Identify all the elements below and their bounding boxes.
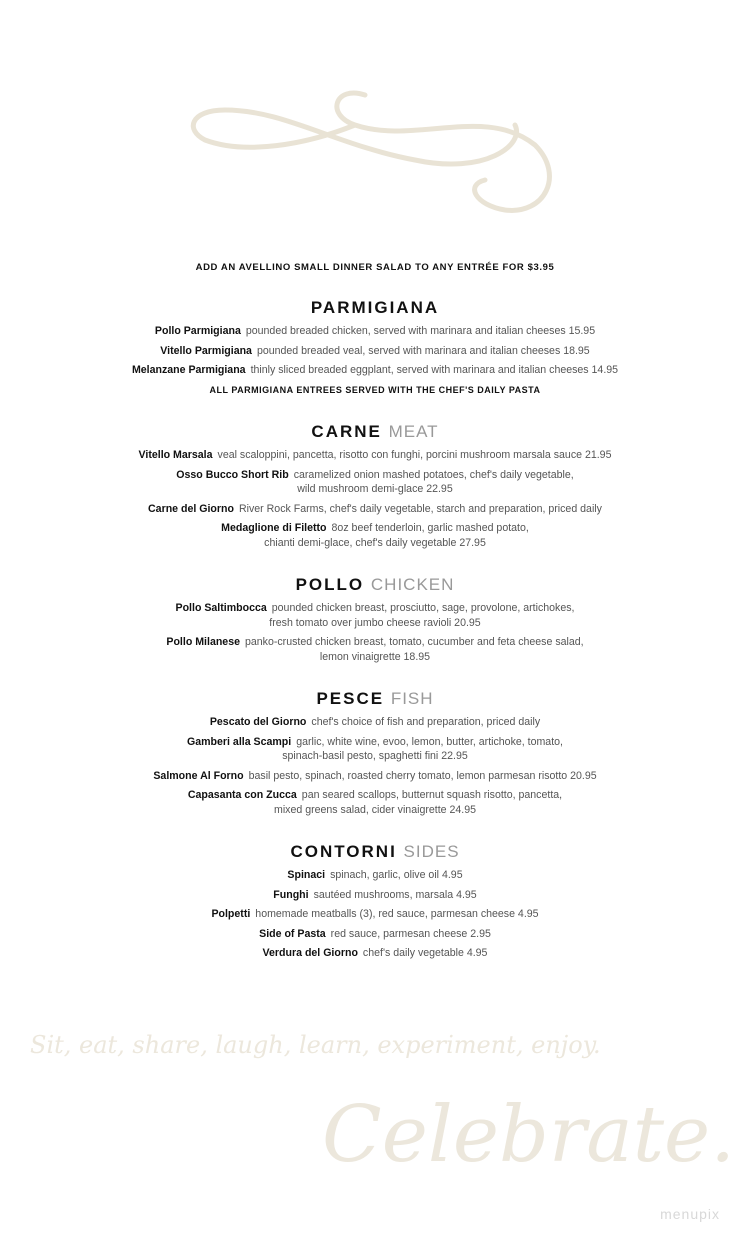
item-description: River Rock Farms, chef's daily vegetable, starch and preparation, priced daily [238,502,602,515]
item-name: Capasanta con Zucca [187,789,297,801]
item-name: Verdura del Giorno [262,947,358,959]
item-description: pan seared scallops, butternut squash risotto, pancetta, [301,789,563,801]
section-title-english: MEAT [388,422,439,441]
item-name: Funghi [273,888,309,901]
item-name: Pollo Saltimbocca [175,602,267,614]
section-title [0,298,750,318]
menu-item [0,502,750,517]
menu-item [0,601,750,630]
section-title-italian: POLLO [295,575,365,594]
script-celebrate: Celebrate. [322,1090,735,1180]
item-name: Vitello Marsala [138,449,213,461]
item-name: Melanzane Parmigiana [131,364,246,376]
section-title [0,422,750,442]
menu-item [0,907,750,922]
section-title-italian: CONTORNI [290,842,397,861]
item-description-cont: mixed greens salad, cider vinaigrette 24.95 [274,803,476,816]
section-pollo [0,575,750,669]
menu-item [0,715,750,730]
item-description: 8oz beef tenderloin, garlic mashed potato, [331,522,529,534]
item-description: panko-crusted chicken breast, tomato, cucumber and feta cheese salad, [244,636,584,648]
section-carne [0,422,750,555]
menu-item [0,868,750,883]
section-title-italian: CARNE [311,422,382,441]
item-description: chef's daily vegetable 4.95 [362,947,488,959]
section-parmigiana [0,298,750,397]
menu-item [0,363,750,378]
item-name: Osso Bucco Short Rib [176,468,289,481]
item-name: Medaglione di Filetto [221,522,327,534]
item-description: sautéed mushrooms, marsala 4.95 [313,888,477,901]
item-name: Spinaci [287,869,326,881]
menu-item [0,468,750,497]
menu-item [0,448,750,463]
section-title-english: CHICKEN [370,575,455,594]
item-description-cont: fresh tomato over jumbo cheese ravioli 20.95 [269,616,481,629]
menu-item [0,635,750,664]
section-contorni [0,842,750,966]
menu-item [0,946,750,961]
section-title-english: SIDES [403,842,460,861]
menu-item [0,324,750,339]
section-title [0,842,750,862]
item-description: pounded chicken breast, prosciutto, sage, provolone, artichokes, [271,602,575,614]
item-description: caramelized onion mashed potatoes, chef's daily vegetable, [293,468,574,481]
section-note: ALL PARMIGIANA ENTREES SERVED WITH THE CHEF'S DAILY PASTA [209,384,541,395]
item-description: veal scaloppini, pancetta, risotto con funghi, porcini mushroom marsala sauce 21.95 [217,449,612,461]
menu-item [0,344,750,359]
item-description: chef's choice of fish and preparation, priced daily [311,716,541,728]
item-description: thinly sliced breaded eggplant, served with marinara and italian cheeses 14.95 [250,364,619,376]
item-description-cont: wild mushroom demi-glace 22.95 [297,483,453,495]
item-description: pounded breaded veal, served with marinara and italian cheeses 18.95 [256,344,590,357]
menu-item [0,788,750,817]
item-name: Side of Pasta [259,927,326,940]
watermark: menupix [660,1206,720,1222]
section-title [0,689,750,709]
item-description: garlic, white wine, evoo, lemon, butter, artichoke, tomato, [296,735,563,748]
swirl-ornament-icon [185,85,565,225]
item-name: Polpetti [211,908,251,920]
menu-item [0,521,750,550]
item-description: basil pesto, spinach, roasted cherry tomato, lemon parmesan risotto 20.95 [248,769,597,782]
section-title-english: FISH [390,689,434,708]
menu-item [0,735,750,764]
section-title-italian: PARMIGIANA [310,298,440,317]
section-pesce [0,689,750,822]
section-title-italian: PESCE [316,689,385,708]
item-name: Vitello Parmigiana [160,344,252,357]
item-name: Pollo Milanese [166,636,240,648]
item-description: spinach, garlic, olive oil 4.95 [330,869,463,881]
item-description-cont: lemon vinaigrette 18.95 [319,650,431,663]
menu-item [0,769,750,784]
salad-addon-tagline: ADD AN AVELLINO SMALL DINNER SALAD TO ANY ENTRÉE FOR $3.95 [195,262,555,273]
item-description-cont: chianti demi-glace, chef's daily vegetable 27.95 [264,536,486,549]
script-slogan: Sit, eat, share, laugh, learn, experiment, enjoy. [30,1031,601,1059]
item-name: Gamberi alla Scampi [187,735,292,748]
item-description-cont: spinach-basil pesto, spaghetti fini 22.95 [282,750,468,762]
item-name: Salmone Al Forno [153,769,244,782]
item-name: Pescato del Giorno [209,716,307,728]
item-description: homemade meatballs (3), red sauce, parmesan cheese 4.95 [255,908,539,920]
menu-item [0,927,750,942]
section-title [0,575,750,595]
item-description: red sauce, parmesan cheese 2.95 [330,927,491,940]
item-description: pounded breaded chicken, served with marinara and italian cheeses 15.95 [245,325,596,337]
menu-item [0,888,750,903]
item-name: Carne del Giorno [148,502,234,515]
item-name: Pollo Parmigiana [154,325,241,337]
